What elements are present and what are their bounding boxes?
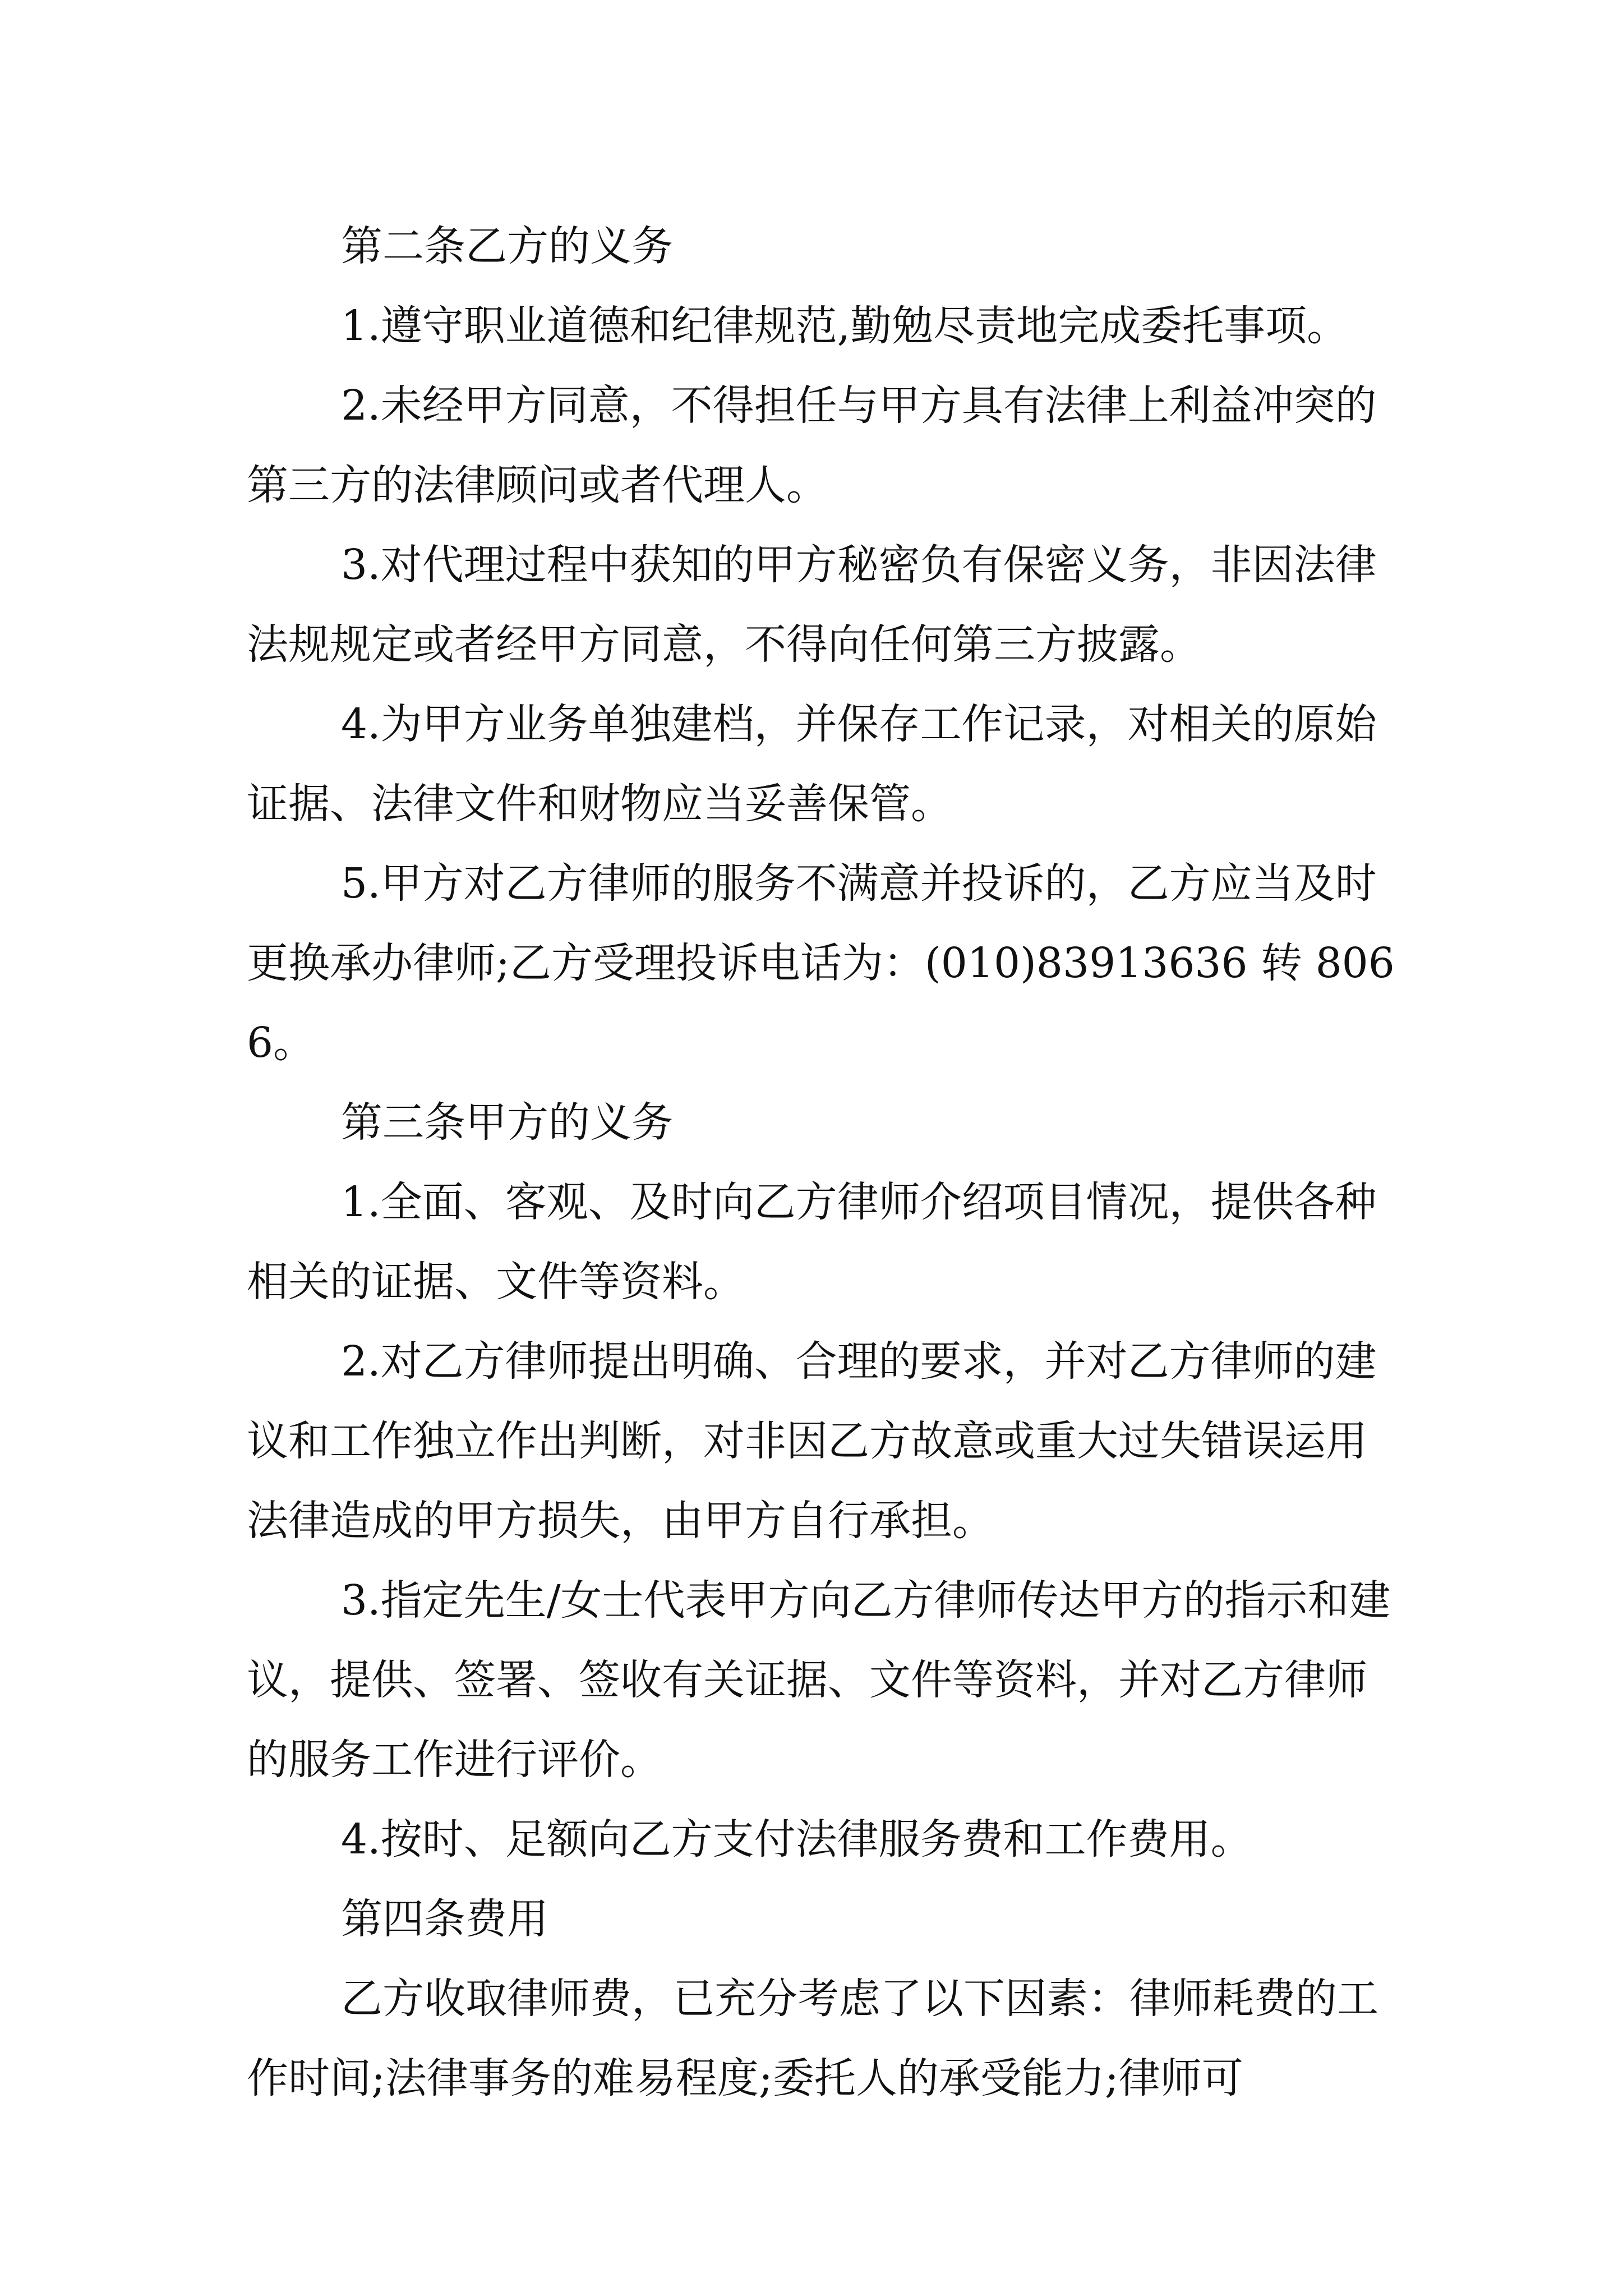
article-2-item-2: 2.未经甲方同意，不得担任与甲方具有法律上利益冲突的第三方的法律顾问或者代理人。 — [247, 381, 1377, 509]
article-4-heading: 第四条费用 — [341, 1895, 548, 1943]
article-3-item-1: 1.全面、客观、及时向乙方律师介绍项目情况，提供各种相关的证据、文件等资料。 — [247, 1178, 1377, 1306]
article-2-item-4: 4.为甲方业务单独建档，并保存工作记录，对相关的原始证据、法律文件和财物应当妥善保管。 — [247, 700, 1377, 828]
document-body — [247, 206, 1396, 2118]
article-3-item-4: 4.按时、足额向乙方支付法律服务费和工作费用。 — [341, 1815, 1252, 1864]
article-3-item-3: 3.指定先生/女士代表甲方向乙方律师传达甲方的指示和建议，提供、签署、签收有关证据、文件等资料，并对乙方律师的服务工作进行评价。 — [247, 1576, 1391, 1784]
article-3-item-2: 2.对乙方律师提出明确、合理的要求，并对乙方律师的建议和工作独立作出判断，对非因乙方故意或重大过失错误运用法律造成的甲方损失，由甲方自行承担。 — [247, 1337, 1377, 1545]
article-4-paragraph: 乙方收取律师费，已充分考虑了以下因素：律师耗费的工作时间;法律事务的难易程度;委托人的承受能力;律师可 — [247, 1975, 1378, 2102]
article-2-item-5: 5.甲方对乙方律师的服务不满意并投诉的，乙方应当及时更换承办律师;乙方受理投诉电话为：(010)83913636 转 8066。 — [247, 859, 1395, 1067]
article-2-item-1: 1.遵守职业道德和纪律规范,勤勉尽责地完成委托事项。 — [341, 302, 1349, 350]
article-2-heading: 第二条乙方的义务 — [341, 222, 673, 270]
article-3-heading: 第三条甲方的义务 — [341, 1098, 673, 1147]
article-2-item-3: 3.对代理过程中获知的甲方秘密负有保密义务，非因法律法规规定或者经甲方同意，不得向任何第三方披露。 — [247, 541, 1377, 669]
